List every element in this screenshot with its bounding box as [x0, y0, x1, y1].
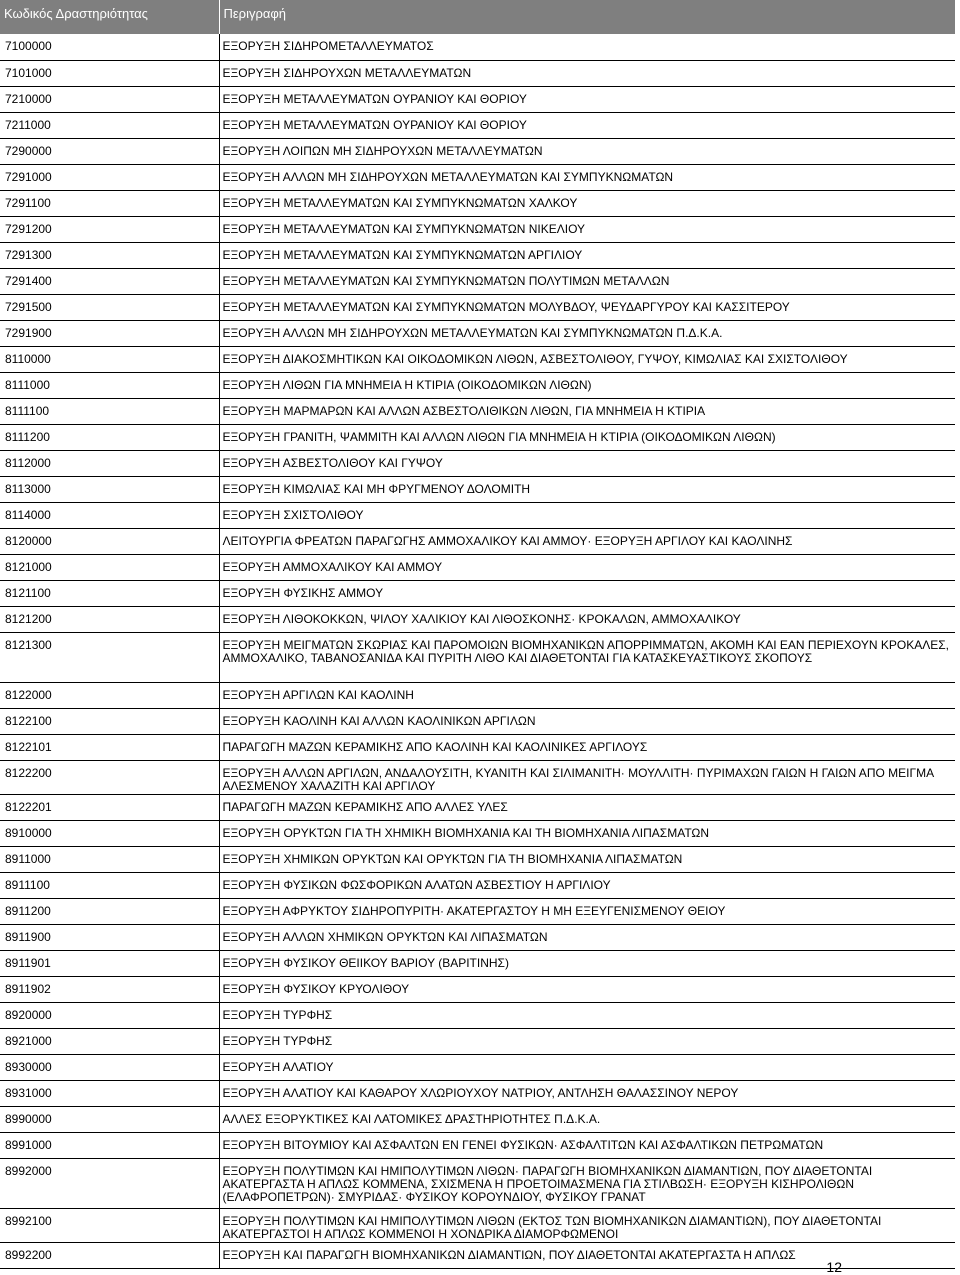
activity-code: 8111000: [0, 372, 219, 398]
table-row: [0, 1106, 955, 1132]
activity-description: ΕΞΟΡΥΞΗ ΤΥΡΦΗΣ: [219, 1028, 955, 1054]
table-row: [0, 1132, 955, 1158]
activity-description: ΕΞΟΡΥΞΗ ΠΟΛΥΤΙΜΩΝ ΚΑΙ ΗΜΙΠΟΛΥΤΙΜΩΝ ΛΙΘΩΝ· ΠΑΡΑΓΩΓΗ ΒΙΟΜΗΧΑΝΙΚΩΝ ΔΙΑΜΑΝΤΙΩΝ, ΠΟΥ ΔΙΑΘΕΤΟΝΤΑΙ ΑΚΑΤΕΡΓΑΣΤΑ Η ΑΠΛΩΣ ΚΟΜΜΕΝΑ, ΣΧΙΣΜΕΝΑ Η ΠΡΟΕΤΟΙΜΑΣΜΕΝΑ ΓΙΑ ΣΤΙΛΒΩΣΗ· ΕΞΟΡΥΞΗ ΚΙΣΗΡΟΛΙΘΩΝ (ΕΛΑΦΡΟΠΕΤΡΩΝ)· ΣΜΥΡΙΔΑΣ· ΦΥΣΙΚΟΥ ΚΟΡΟΥΝΔΙΟΥ, ΦΥΣΙΚΟΥ ΓΡΑΝΑΤ: [219, 1158, 955, 1208]
table-row: [0, 898, 955, 924]
activity-description: ΕΞΟΡΥΞΗ ΧΗΜΙΚΩΝ ΟΡΥΚΤΩΝ ΚΑΙ ΟΡΥΚΤΩΝ ΓΙΑ ΤΗ ΒΙΟΜΗΧΑΝΙΑ ΛΙΠΑΣΜΑΤΩΝ: [219, 846, 955, 872]
activity-code: 8111200: [0, 424, 219, 450]
activity-description: ΕΞΟΡΥΞΗ ΣΙΔΗΡΟΜΕΤΑΛΛΕΥΜΑΤΟΣ: [219, 34, 955, 60]
activity-description: ΕΞΟΡΥΞΗ ΤΥΡΦΗΣ: [219, 1002, 955, 1028]
table-row: [0, 112, 955, 138]
table-row: [0, 372, 955, 398]
activity-code: 8110000: [0, 346, 219, 372]
activity-code: 8121200: [0, 606, 219, 632]
activity-code: 8121300: [0, 632, 219, 682]
activity-description: ΑΛΛΕΣ ΕΞΟΡΥΚΤΙΚΕΣ ΚΑΙ ΛΑΤΟΜΙΚΕΣ ΔΡΑΣΤΗΡΙΟΤΗΤΕΣ Π.Δ.Κ.Α.: [219, 1106, 955, 1132]
table-row: [0, 346, 955, 372]
activity-description: ΕΞΟΡΥΞΗ ΛΙΘΟΚΟΚΚΩΝ, ΨΙΛΟΥ ΧΑΛΙΚΙΟΥ ΚΑΙ ΛΙΘΟΣΚΟΝΗΣ· ΚΡΟΚΑΛΩΝ, ΑΜΜΟΧΑΛΙΚΟΥ: [219, 606, 955, 632]
activity-code: 8122201: [0, 794, 219, 820]
table-row: [0, 924, 955, 950]
table-row: [0, 606, 955, 632]
activity-code: 7291300: [0, 242, 219, 268]
activity-code: 7101000: [0, 60, 219, 86]
activity-code: 8121000: [0, 554, 219, 580]
activity-code: 8911902: [0, 976, 219, 1002]
table-row: [0, 320, 955, 346]
activity-description: ΕΞΟΡΥΞΗ ΑΛΛΩΝ ΑΡΓΙΛΩΝ, ΑΝΔΑΛΟΥΣΙΤΗ, ΚΥΑΝΙΤΗ ΚΑΙ ΣΙΛΙΜΑΝΙΤΗ· ΜΟΥΛΛΙΤΗ· ΠΥΡΙΜΑΧΩΝ ΓΑΙΩΝ Η ΓΑΙΩΝ ΑΠΟ ΜΕΙΓΜΑ ΑΛΕΣΜΕΝΟΥ ΧΑΛΑΖΙΤΗ ΚΑΙ ΑΡΓΙΛΟΥ: [219, 760, 955, 794]
activity-description: ΕΞΟΡΥΞΗ ΑΛΛΩΝ ΜΗ ΣΙΔΗΡΟΥΧΩΝ ΜΕΤΑΛΛΕΥΜΑΤΩΝ ΚΑΙ ΣΥΜΠΥΚΝΩΜΑΤΩΝ Π.Δ.Κ.Α.: [219, 320, 955, 346]
activity-code: 8112000: [0, 450, 219, 476]
activity-description: ΕΞΟΡΥΞΗ ΣΧΙΣΤΟΛΙΘΟΥ: [219, 502, 955, 528]
page-number: 12: [826, 1259, 842, 1275]
table-row: [0, 632, 955, 682]
activity-code: 7291000: [0, 164, 219, 190]
activity-code: 8930000: [0, 1054, 219, 1080]
table-row: [0, 1054, 955, 1080]
table-row: [0, 580, 955, 606]
activity-code: 7291200: [0, 216, 219, 242]
activity-code: 7210000: [0, 86, 219, 112]
table-row: [0, 164, 955, 190]
activity-description: ΕΞΟΡΥΞΗ ΚΙΜΩΛΙΑΣ ΚΑΙ ΜΗ ΦΡΥΓΜΕΝΟΥ ΔΟΛΟΜΙΤΗ: [219, 476, 955, 502]
activity-description: ΕΞΟΡΥΞΗ ΜΕΤΑΛΛΕΥΜΑΤΩΝ ΚΑΙ ΣΥΜΠΥΚΝΩΜΑΤΩΝ ΑΡΓΙΛΙΟΥ: [219, 242, 955, 268]
activity-code: 8122000: [0, 682, 219, 708]
activity-description: ΕΞΟΡΥΞΗ ΑΛΛΩΝ ΧΗΜΙΚΩΝ ΟΡΥΚΤΩΝ ΚΑΙ ΛΙΠΑΣΜΑΤΩΝ: [219, 924, 955, 950]
activity-code: 8990000: [0, 1106, 219, 1132]
activity-code: 7291100: [0, 190, 219, 216]
activity-code: 7100000: [0, 34, 219, 60]
activity-description: ΠΑΡΑΓΩΓΗ ΜΑΖΩΝ ΚΕΡΑΜΙΚΗΣ ΑΠΟ ΑΛΛΕΣ ΥΛΕΣ: [219, 794, 955, 820]
activity-description: ΕΞΟΡΥΞΗ ΜΕΤΑΛΛΕΥΜΑΤΩΝ ΟΥΡΑΝΙΟΥ ΚΑΙ ΘΟΡΙΟΥ: [219, 86, 955, 112]
table-row: [0, 502, 955, 528]
activity-code: 8921000: [0, 1028, 219, 1054]
table-row: [0, 398, 955, 424]
activity-description: ΕΞΟΡΥΞΗ ΜΕΤΑΛΛΕΥΜΑΤΩΝ ΚΑΙ ΣΥΜΠΥΚΝΩΜΑΤΩΝ ΜΟΛΥΒΔΟΥ, ΨΕΥΔΑΡΓΥΡΟΥ ΚΑΙ ΚΑΣΣΙΤΕΡΟΥ: [219, 294, 955, 320]
activity-description: ΕΞΟΡΥΞΗ ΜΕΤΑΛΛΕΥΜΑΤΩΝ ΚΑΙ ΣΥΜΠΥΚΝΩΜΑΤΩΝ ΝΙΚΕΛΙΟΥ: [219, 216, 955, 242]
activity-description: ΕΞΟΡΥΞΗ ΛΟΙΠΩΝ ΜΗ ΣΙΔΗΡΟΥΧΩΝ ΜΕΤΑΛΛΕΥΜΑΤΩΝ: [219, 138, 955, 164]
table-row: [0, 268, 955, 294]
activity-code: 8920000: [0, 1002, 219, 1028]
table-row: [0, 734, 955, 760]
table-row: [0, 976, 955, 1002]
table-row: [0, 86, 955, 112]
table-row: [0, 450, 955, 476]
activity-code: 8911000: [0, 846, 219, 872]
activity-description: ΕΞΟΡΥΞΗ ΑΛΑΤΙΟΥ ΚΑΙ ΚΑΘΑΡΟΥ ΧΛΩΡΙΟΥΧΟΥ ΝΑΤΡΙΟΥ, ΑΝΤΛΗΣΗ ΘΑΛΑΣΣΙΝΟΥ ΝΕΡΟΥ: [219, 1080, 955, 1106]
table-header-row: [0, 0, 955, 34]
code-column-header: Κωδικός Δραστηριότητας: [0, 0, 219, 34]
activity-description: ΕΞΟΡΥΞΗ ΑΛΛΩΝ ΜΗ ΣΙΔΗΡΟΥΧΩΝ ΜΕΤΑΛΛΕΥΜΑΤΩΝ ΚΑΙ ΣΥΜΠΥΚΝΩΜΑΤΩΝ: [219, 164, 955, 190]
table-row: [0, 846, 955, 872]
table-row: [0, 1242, 955, 1268]
activity-code: 8910000: [0, 820, 219, 846]
table-row: [0, 794, 955, 820]
activity-code: 8111100: [0, 398, 219, 424]
table-row: [0, 1002, 955, 1028]
table-row: [0, 138, 955, 164]
table-row: [0, 242, 955, 268]
activity-code: 8991000: [0, 1132, 219, 1158]
activity-description: ΠΑΡΑΓΩΓΗ ΜΑΖΩΝ ΚΕΡΑΜΙΚΗΣ ΑΠΟ ΚΑΟΛΙΝΗ ΚΑΙ ΚΑΟΛΙΝΙΚΕΣ ΑΡΓΙΛΟΥΣ: [219, 734, 955, 760]
activity-description: ΕΞΟΡΥΞΗ ΜΕΤΑΛΛΕΥΜΑΤΩΝ ΟΥΡΑΝΙΟΥ ΚΑΙ ΘΟΡΙΟΥ: [219, 112, 955, 138]
activity-code: 7291900: [0, 320, 219, 346]
activity-code: 7291500: [0, 294, 219, 320]
table-row: [0, 1158, 955, 1208]
table-row: [0, 682, 955, 708]
activity-description: ΕΞΟΡΥΞΗ ΜΕΙΓΜΑΤΩΝ ΣΚΩΡΙΑΣ ΚΑΙ ΠΑΡΟΜΟΙΩΝ ΒΙΟΜΗΧΑΝΙΚΩΝ ΑΠΟΡΡΙΜΜΑΤΩΝ, ΑΚΟΜΗ ΚΑΙ ΕΑΝ ΠΕΡΙΕΧΟΥΝ ΚΡΟΚΑΛΕΣ, ΑΜΜΟΧΑΛΙΚΟ, ΤΑΒΑΝΟΣΑΝΙΔΑ ΚΑΙ ΠΥΡΙΤΗ ΛΙΘΟ ΚΑΙ ΔΙΑΘΕΤΟΝΤΑΙ ΓΙΑ ΚΑΤΑΣΚΕΥΑΣΤΙΚΟΥΣ ΣΚΟΠΟΥΣ: [219, 632, 955, 682]
table-row: [0, 294, 955, 320]
activity-description: ΕΞΟΡΥΞΗ ΣΙΔΗΡΟΥΧΩΝ ΜΕΤΑΛΛΕΥΜΑΤΩΝ: [219, 60, 955, 86]
table-row: [0, 1080, 955, 1106]
activity-description: ΕΞΟΡΥΞΗ ΜΕΤΑΛΛΕΥΜΑΤΩΝ ΚΑΙ ΣΥΜΠΥΚΝΩΜΑΤΩΝ ΧΑΛΚΟΥ: [219, 190, 955, 216]
activity-code: 8121100: [0, 580, 219, 606]
activity-description: ΕΞΟΡΥΞΗ ΦΥΣΙΚΗΣ ΑΜΜΟΥ: [219, 580, 955, 606]
table-row: [0, 950, 955, 976]
activity-description: ΕΞΟΡΥΞΗ ΦΥΣΙΚΟΥ ΘΕΙΙΚΟΥ ΒΑΡΙΟΥ (ΒΑΡΙΤΙΝΗΣ): [219, 950, 955, 976]
activity-description: ΕΞΟΡΥΞΗ ΚΑΙ ΠΑΡΑΓΩΓΗ ΒΙΟΜΗΧΑΝΙΚΩΝ ΔΙΑΜΑΝΤΙΩΝ, ΠΟΥ ΔΙΑΘΕΤΟΝΤΑΙ ΑΚΑΤΕΡΓΑΣΤΑ Η ΑΠΛΩΣ: [219, 1242, 955, 1268]
table-row: [0, 708, 955, 734]
activity-code: 8992200: [0, 1242, 219, 1268]
table-row: [0, 528, 955, 554]
activity-code: 8120000: [0, 528, 219, 554]
activity-code: 8931000: [0, 1080, 219, 1106]
description-column-header: Περιγραφή: [219, 0, 955, 34]
activity-description: ΕΞΟΡΥΞΗ ΟΡΥΚΤΩΝ ΓΙΑ ΤΗ ΧΗΜΙΚΗ ΒΙΟΜΗΧΑΝΙΑ ΚΑΙ ΤΗ ΒΙΟΜΗΧΑΝΙΑ ΛΙΠΑΣΜΑΤΩΝ: [219, 820, 955, 846]
activity-description: ΕΞΟΡΥΞΗ ΦΥΣΙΚΟΥ ΚΡΥΟΛΙΘΟΥ: [219, 976, 955, 1002]
activity-code: 8122200: [0, 760, 219, 794]
activity-code: 8911901: [0, 950, 219, 976]
table-row: [0, 476, 955, 502]
activity-code: 8992100: [0, 1208, 219, 1242]
table-body: [0, 34, 955, 1268]
activity-code: 8992000: [0, 1158, 219, 1208]
activity-description: ΕΞΟΡΥΞΗ ΛΙΘΩΝ ΓΙΑ ΜΝΗΜΕΙΑ Η ΚΤΙΡΙΑ (ΟΙΚΟΔΟΜΙΚΩΝ ΛΙΘΩΝ): [219, 372, 955, 398]
activity-description: ΕΞΟΡΥΞΗ ΒΙΤΟΥΜΙΟΥ ΚΑΙ ΑΣΦΑΛΤΩΝ ΕΝ ΓΕΝΕΙ ΦΥΣΙΚΩΝ· ΑΣΦΑΛΤΙΤΩΝ ΚΑΙ ΑΣΦΑΛΤΙΚΩΝ ΠΕΤΡΩΜΑΤΩΝ: [219, 1132, 955, 1158]
activity-code: 8911200: [0, 898, 219, 924]
activity-description: ΕΞΟΡΥΞΗ ΜΕΤΑΛΛΕΥΜΑΤΩΝ ΚΑΙ ΣΥΜΠΥΚΝΩΜΑΤΩΝ ΠΟΛΥΤΙΜΩΝ ΜΕΤΑΛΛΩΝ: [219, 268, 955, 294]
table-row: [0, 1208, 955, 1242]
activity-description: ΕΞΟΡΥΞΗ ΔΙΑΚΟΣΜΗΤΙΚΩΝ ΚΑΙ ΟΙΚΟΔΟΜΙΚΩΝ ΛΙΘΩΝ, ΑΣΒΕΣΤΟΛΙΘΟΥ, ΓΥΨΟΥ, ΚΙΜΩΛΙΑΣ ΚΑΙ ΣΧΙΣΤΟΛΙΘΟΥ: [219, 346, 955, 372]
activity-description: ΛΕΙΤΟΥΡΓΙΑ ΦΡΕΑΤΩΝ ΠΑΡΑΓΩΓΗΣ ΑΜΜΟΧΑΛΙΚΟΥ ΚΑΙ ΑΜΜΟΥ· ΕΞΟΡΥΞΗ ΑΡΓΙΛΟΥ ΚΑΙ ΚΑΟΛΙΝΗΣ: [219, 528, 955, 554]
activity-description: ΕΞΟΡΥΞΗ ΑΛΑΤΙΟΥ: [219, 1054, 955, 1080]
activity-code: 8114000: [0, 502, 219, 528]
activity-description: ΕΞΟΡΥΞΗ ΓΡΑΝΙΤΗ, ΨΑΜΜΙΤΗ ΚΑΙ ΑΛΛΩΝ ΛΙΘΩΝ ΓΙΑ ΜΝΗΜΕΙΑ Η ΚΤΙΡΙΑ (ΟΙΚΟΔΟΜΙΚΩΝ ΛΙΘΩΝ): [219, 424, 955, 450]
table-row: [0, 34, 955, 60]
table-row: [0, 760, 955, 794]
activity-code: 8113000: [0, 476, 219, 502]
activity-description: ΕΞΟΡΥΞΗ ΑΜΜΟΧΑΛΙΚΟΥ ΚΑΙ ΑΜΜΟΥ: [219, 554, 955, 580]
table-row: [0, 554, 955, 580]
activity-description: ΕΞΟΡΥΞΗ ΦΥΣΙΚΩΝ ΦΩΣΦΟΡΙΚΩΝ ΑΛΑΤΩΝ ΑΣΒΕΣΤΙΟΥ Η ΑΡΓΙΛΙΟΥ: [219, 872, 955, 898]
activity-description: ΕΞΟΡΥΞΗ ΜΑΡΜΑΡΩΝ ΚΑΙ ΑΛΛΩΝ ΑΣΒΕΣΤΟΛΙΘΙΚΩΝ ΛΙΘΩΝ, ΓΙΑ ΜΝΗΜΕΙΑ Η ΚΤΙΡΙΑ: [219, 398, 955, 424]
table-row: [0, 820, 955, 846]
activity-description: ΕΞΟΡΥΞΗ ΠΟΛΥΤΙΜΩΝ ΚΑΙ ΗΜΙΠΟΛΥΤΙΜΩΝ ΛΙΘΩΝ (ΕΚΤΟΣ ΤΩΝ ΒΙΟΜΗΧΑΝΙΚΩΝ ΔΙΑΜΑΝΤΙΩΝ), ΠΟΥ ΔΙΑΘΕΤΟΝΤΑΙ ΑΚΑΤΕΡΓΑΣΤΟΙ Η ΑΠΛΩΣ ΚΟΜΜΕΝΟΙ Η ΧΟΝΔΡΙΚΑ ΔΙΑΜΟΡΦΩΜΕΝΟΙ: [219, 1208, 955, 1242]
table-row: [0, 872, 955, 898]
activity-code: 7211000: [0, 112, 219, 138]
activity-code: 7291400: [0, 268, 219, 294]
activity-description: ΕΞΟΡΥΞΗ ΑΦΡΥΚΤΟΥ ΣΙΔΗΡΟΠΥΡΙΤΗ· ΑΚΑΤΕΡΓΑΣΤΟΥ Η ΜΗ ΕΞΕΥΓΕΝΙΣΜΕΝΟΥ ΘΕΙΟΥ: [219, 898, 955, 924]
activity-description: ΕΞΟΡΥΞΗ ΚΑΟΛΙΝΗ ΚΑΙ ΑΛΛΩΝ ΚΑΟΛΙΝΙΚΩΝ ΑΡΓΙΛΩΝ: [219, 708, 955, 734]
table-row: [0, 1028, 955, 1054]
activity-code: 8911100: [0, 872, 219, 898]
activity-code: 8122100: [0, 708, 219, 734]
activity-description: ΕΞΟΡΥΞΗ ΑΣΒΕΣΤΟΛΙΘΟΥ ΚΑΙ ΓΥΨΟΥ: [219, 450, 955, 476]
table-row: [0, 216, 955, 242]
activity-description: ΕΞΟΡΥΞΗ ΑΡΓΙΛΩΝ ΚΑΙ ΚΑΟΛΙΝΗ: [219, 682, 955, 708]
table-row: [0, 60, 955, 86]
table-row: [0, 424, 955, 450]
activity-code: 7290000: [0, 138, 219, 164]
activity-code: 8122101: [0, 734, 219, 760]
activity-code: 8911900: [0, 924, 219, 950]
table-row: [0, 190, 955, 216]
